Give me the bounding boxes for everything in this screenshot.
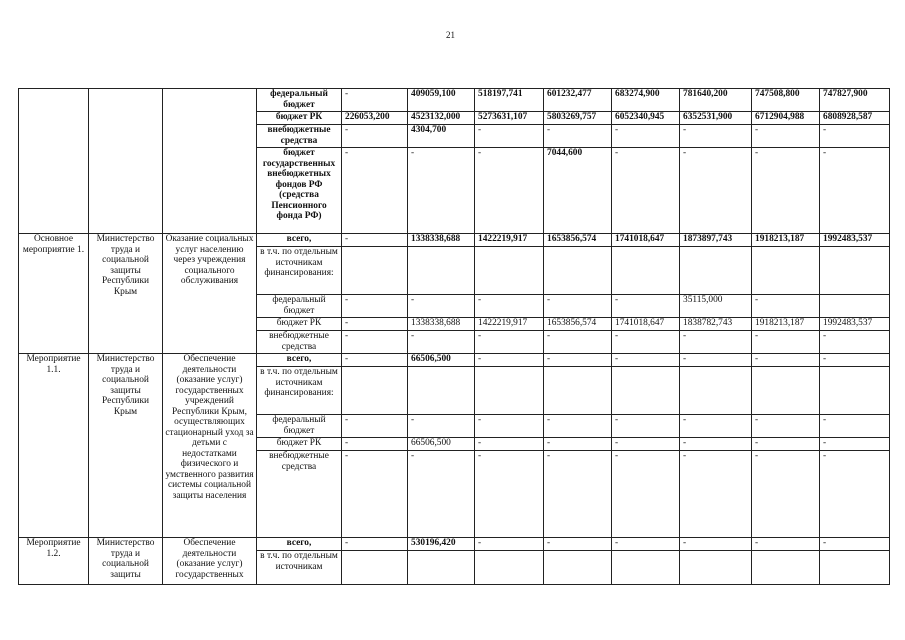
measure-cell: Основное мероприятие 1.	[19, 234, 89, 354]
executor-cell	[89, 89, 163, 234]
source-cell: всего,	[257, 234, 342, 247]
value-cell: 6352531,900	[680, 112, 752, 125]
value-cell: -	[342, 354, 408, 367]
value-cell	[680, 367, 752, 415]
value-cell: -	[680, 438, 752, 451]
value-cell: -	[342, 295, 408, 318]
value-cell: 226053,200	[342, 112, 408, 125]
value-cell: -	[342, 234, 408, 247]
value-cell: 1918213,187	[752, 234, 820, 247]
source-cell: внебюджетные средства	[257, 331, 342, 354]
value-cell: 601232,477	[544, 89, 612, 112]
source-cell: всего,	[257, 538, 342, 551]
source-cell: бюджет РК	[257, 438, 342, 451]
source-cell: в т.ч. по отдельным источникам финансирования:	[257, 247, 342, 295]
value-cell: -	[752, 415, 820, 438]
value-cell: 6712904,988	[752, 112, 820, 125]
value-cell: -	[680, 354, 752, 367]
value-cell: 1338338,688	[408, 234, 475, 247]
value-cell: 1338338,688	[408, 318, 475, 331]
value-cell: -	[475, 451, 544, 538]
source-cell: бюджет РК	[257, 318, 342, 331]
value-cell: 747827,900	[820, 89, 890, 112]
value-cell: -	[342, 438, 408, 451]
value-cell: -	[612, 295, 680, 318]
value-cell: 518197,741	[475, 89, 544, 112]
value-cell: -	[544, 331, 612, 354]
value-cell: 747508,800	[752, 89, 820, 112]
value-cell: -	[752, 438, 820, 451]
value-cell	[544, 247, 612, 295]
value-cell: -	[342, 538, 408, 551]
value-cell: -	[408, 148, 475, 234]
value-cell: -	[408, 331, 475, 354]
value-cell: -	[475, 125, 544, 148]
value-cell	[820, 295, 890, 318]
value-cell	[820, 247, 890, 295]
value-cell: 4523132,000	[408, 112, 475, 125]
value-cell	[342, 551, 408, 585]
value-cell: -	[820, 451, 890, 538]
source-cell: федеральный бюджет	[257, 295, 342, 318]
source-cell: федеральный бюджет	[257, 89, 342, 112]
value-cell: -	[820, 538, 890, 551]
value-cell: -	[680, 451, 752, 538]
value-cell: 1992483,537	[820, 234, 890, 247]
table-row	[19, 234, 890, 247]
value-cell: -	[752, 295, 820, 318]
value-cell: -	[612, 125, 680, 148]
measure-cell: Мероприятие 1.2.	[19, 538, 89, 585]
value-cell: -	[680, 148, 752, 234]
value-cell: -	[820, 331, 890, 354]
value-cell: -	[612, 415, 680, 438]
value-cell	[612, 247, 680, 295]
value-cell: -	[612, 538, 680, 551]
value-cell: -	[820, 438, 890, 451]
source-cell: внебюджетные средства	[257, 451, 342, 538]
value-cell	[820, 367, 890, 415]
value-cell: -	[612, 438, 680, 451]
desc-cell: Оказание социальных услуг населению через учреждения социального обслуживания	[163, 234, 257, 354]
value-cell	[475, 551, 544, 585]
executor-cell: Министерство труда и социальной защиты Республики Крым	[89, 234, 163, 354]
value-cell: -	[680, 125, 752, 148]
value-cell: -	[544, 295, 612, 318]
table-body	[19, 89, 890, 585]
value-cell: -	[820, 354, 890, 367]
value-cell	[752, 367, 820, 415]
value-cell: 683274,900	[612, 89, 680, 112]
value-cell: 6808928,587	[820, 112, 890, 125]
value-cell: 7044,600	[544, 148, 612, 234]
value-cell: -	[475, 331, 544, 354]
value-cell: -	[342, 318, 408, 331]
value-cell: -	[612, 354, 680, 367]
value-cell: -	[475, 354, 544, 367]
value-cell: -	[544, 538, 612, 551]
value-cell: 1918213,187	[752, 318, 820, 331]
value-cell: -	[544, 415, 612, 438]
value-cell: -	[612, 148, 680, 234]
value-cell: -	[342, 148, 408, 234]
page-number: 21	[446, 30, 455, 40]
value-cell: -	[752, 354, 820, 367]
value-cell: -	[544, 438, 612, 451]
value-cell: -	[342, 89, 408, 112]
value-cell: 35115,000	[680, 295, 752, 318]
measure-cell	[19, 89, 89, 234]
value-cell: -	[680, 331, 752, 354]
value-cell: 1838782,743	[680, 318, 752, 331]
value-cell	[612, 551, 680, 585]
value-cell	[544, 367, 612, 415]
value-cell: 530196,420	[408, 538, 475, 551]
value-cell: 1873897,743	[680, 234, 752, 247]
value-cell: -	[408, 415, 475, 438]
table-row	[19, 354, 890, 367]
value-cell	[408, 551, 475, 585]
value-cell: -	[680, 538, 752, 551]
value-cell: 66506,500	[408, 438, 475, 451]
executor-cell: Министерство труда и социальной защиты Республики Крым	[89, 354, 163, 538]
value-cell: 1992483,537	[820, 318, 890, 331]
value-cell	[408, 247, 475, 295]
value-cell: -	[680, 415, 752, 438]
value-cell: 1653856,574	[544, 234, 612, 247]
source-cell: всего,	[257, 354, 342, 367]
value-cell: -	[544, 451, 612, 538]
value-cell: -	[408, 451, 475, 538]
value-cell: 1741018,647	[612, 234, 680, 247]
measure-cell: Мероприятие 1.1.	[19, 354, 89, 538]
value-cell: -	[475, 438, 544, 451]
value-cell	[680, 551, 752, 585]
value-cell: 6052340,945	[612, 112, 680, 125]
value-cell: -	[475, 295, 544, 318]
value-cell: -	[612, 451, 680, 538]
value-cell: 1741018,647	[612, 318, 680, 331]
value-cell: -	[475, 538, 544, 551]
value-cell	[475, 367, 544, 415]
value-cell: -	[544, 125, 612, 148]
value-cell: 409059,100	[408, 89, 475, 112]
desc-cell: Обеспечение деятельности (оказание услуг) государственных	[163, 538, 257, 585]
value-cell: -	[544, 354, 612, 367]
value-cell: -	[820, 125, 890, 148]
value-cell: -	[342, 451, 408, 538]
value-cell	[544, 551, 612, 585]
value-cell: -	[752, 125, 820, 148]
value-cell: 1422219,917	[475, 234, 544, 247]
value-cell	[342, 247, 408, 295]
source-cell: внебюджетные средства	[257, 125, 342, 148]
value-cell: -	[342, 415, 408, 438]
executor-cell: Министерство труда и социальной защиты	[89, 538, 163, 585]
source-cell: бюджет РК	[257, 112, 342, 125]
value-cell: -	[475, 148, 544, 234]
source-cell: бюджет государственных внебюджетных фондов РФ (средства Пенсионного фонда РФ)	[257, 148, 342, 234]
funding-table	[18, 88, 890, 585]
value-cell: -	[408, 295, 475, 318]
value-cell: 1422219,917	[475, 318, 544, 331]
value-cell	[342, 367, 408, 415]
value-cell	[680, 247, 752, 295]
value-cell: -	[475, 415, 544, 438]
value-cell: -	[820, 148, 890, 234]
value-cell	[408, 367, 475, 415]
desc-cell	[163, 89, 257, 234]
desc-cell: Обеспечение деятельности (оказание услуг) государственных учреждений Республики Крым, осуществляющих стационарный уход за детьми с недостатками физического и умственного развития системы социальной защиты населения	[163, 354, 257, 538]
value-cell	[820, 551, 890, 585]
value-cell: 781640,200	[680, 89, 752, 112]
value-cell: 5803269,757	[544, 112, 612, 125]
value-cell: -	[820, 415, 890, 438]
value-cell: -	[752, 148, 820, 234]
value-cell: -	[342, 125, 408, 148]
table-row	[19, 89, 890, 112]
table-row	[19, 538, 890, 551]
value-cell: 5273631,107	[475, 112, 544, 125]
value-cell: -	[752, 538, 820, 551]
value-cell: -	[342, 331, 408, 354]
value-cell	[752, 551, 820, 585]
value-cell	[612, 367, 680, 415]
value-cell: -	[752, 331, 820, 354]
value-cell: -	[612, 331, 680, 354]
value-cell: 4304,700	[408, 125, 475, 148]
source-cell: федеральный бюджет	[257, 415, 342, 438]
value-cell	[752, 247, 820, 295]
value-cell	[475, 247, 544, 295]
value-cell: 1653856,574	[544, 318, 612, 331]
source-cell: в т.ч. по отдельным источникам	[257, 551, 342, 585]
source-cell: в т.ч. по отдельным источникам финансирования:	[257, 367, 342, 415]
value-cell: -	[752, 451, 820, 538]
value-cell: 66506,500	[408, 354, 475, 367]
